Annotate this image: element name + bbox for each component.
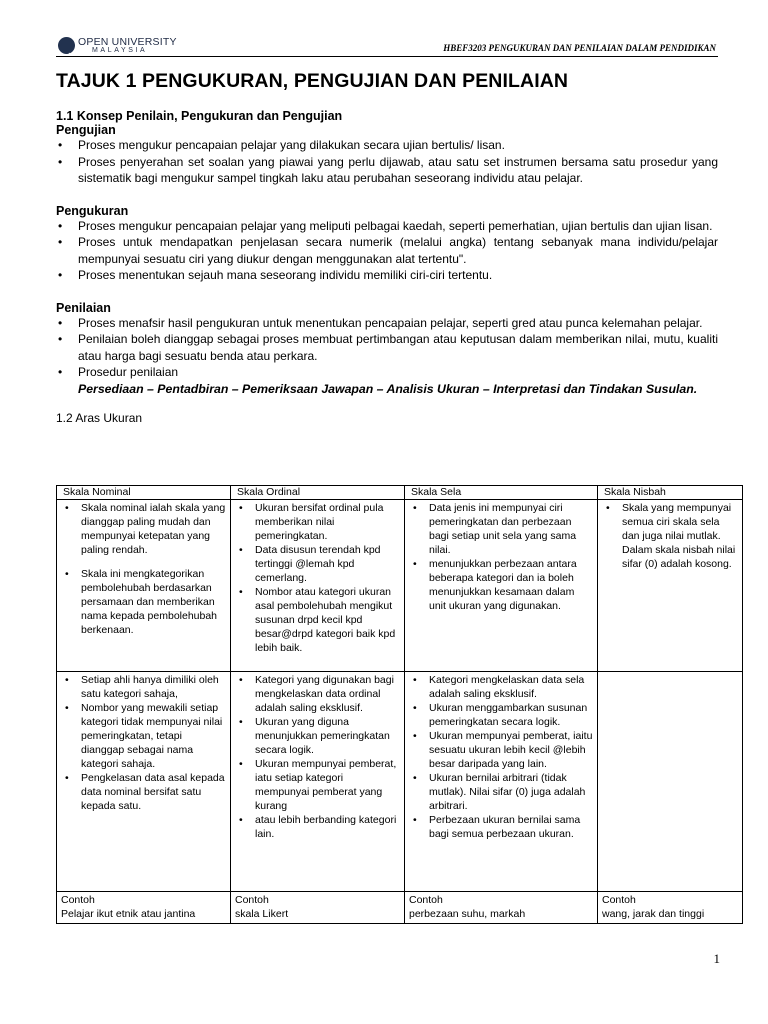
header-divider [56, 56, 718, 57]
nominal-cell [57, 500, 231, 672]
list-item: • Proses untuk mendapatkan penjelasan secara numerik (melalui angka) tentang sebanyak mana individu/pelajar mempunyai sesuatu ciri yang diukur dengan menggunakan alat tertentu". [56, 234, 718, 267]
prosedur-penilaian-steps: Persediaan – Pentadbiran – Pemeriksaan Jawapan – Analisis Ukuran – Interpretasi dan Tindakan Susulan. [78, 381, 698, 396]
column-header: Skala Ordinal [231, 486, 405, 500]
document-body [56, 70, 718, 425]
list-item: • Proses menentukan sejauh mana seseorang individu memiliki ciri-ciri tertentu. [56, 267, 718, 284]
list-item: • Data disusun terendah kpd tertinggi @lemah kpd cemerlang. [235, 543, 400, 585]
contoh-row [57, 892, 743, 924]
table-row [57, 500, 743, 672]
list-item: • Setiap ahli hanya dimiliki oleh satu kategori sahaja, [61, 673, 226, 701]
pengukuran-list [56, 218, 718, 284]
column-header: Skala Nisbah [598, 486, 743, 500]
logo-line2: MALAYSIA [92, 47, 148, 54]
contoh-nominal-cell [57, 892, 231, 924]
contoh-value: Pelajar ikut etnik atau jantina [61, 908, 196, 920]
list-item: • Kategori yang digunakan bagi mengkelaskan data ordinal adalah saling eksklusif. [235, 673, 400, 715]
list-item: • Proses mengukur pencapaian pelajar yang dilakukan secara ujian bertulis/ lisan. [56, 137, 718, 154]
contoh-value: perbezaan suhu, markah [409, 908, 526, 920]
list-item: • atau lebih berbanding kategori lain. [235, 813, 400, 841]
contoh-value: skala Likert [235, 908, 289, 920]
list-item: • Prosedur penilaian [56, 364, 718, 381]
list-item: • Ukuran yang diguna menunjukkan pemeringkatan secara logik. [235, 715, 400, 757]
list-item: • Ukuran mempunyai pemberat, iatu setiap kategori mempunyai pemberat yang kurang [235, 757, 400, 813]
pengujian-list [56, 137, 718, 187]
list-item: • menunjukkan perbezaan antara beberapa kategori dan ia boleh menunjukkan kesamaan dalam unit ukuran yang digunakan. [409, 557, 593, 613]
list-item: • Skala yang mempunyai semua ciri skala sela [602, 501, 738, 529]
pengujian-heading: Pengujian [56, 123, 116, 137]
contoh-nisbah-cell [598, 892, 743, 924]
ordinal-cell [231, 672, 405, 892]
contoh-label: Contoh [409, 894, 443, 906]
list-item: • Skala nominal ialah skala yang dianggap paling mudah dan mempunyai ketepatan yang paling rendah. [61, 501, 226, 557]
list-item: • Ukuran bernilai arbitrari (tidak mutlak). Nilai sifar (0) juga adalah arbitrari. [409, 771, 593, 813]
list-item: • Data jenis ini mempunyai ciri pemeringkatan dan perbezaan bagi setiap unit sela yang sama nilai. [409, 501, 593, 557]
contoh-label: Contoh [235, 894, 269, 906]
sela-cell [405, 672, 598, 892]
contoh-value: wang, jarak dan tinggi [602, 908, 705, 920]
list-item: • Kategori mengkelaskan data sela adalah saling eksklusif. [409, 673, 593, 701]
pengukuran-heading: Pengukuran [56, 203, 129, 218]
section-1-heading: 1.1 Konsep Penilain, Pengukuran dan Pengujian [56, 109, 343, 123]
list-item: • Pengkelasan data asal kepada data nominal bersifat satu kepada satu. [61, 771, 226, 813]
list-item: • Proses mengukur pencapaian pelajar yang meliputi pelbagai kaedah, seperti pemerhatian, ujian bertulis dan ujian lisan. [56, 218, 718, 235]
table-header-row [57, 486, 743, 500]
list-item: • Ukuran mempunyai pemberat, iaitu sesuatu ukuran lebih kecil @lebih besar daripada yang lain. [409, 729, 593, 771]
contoh-label: Contoh [61, 894, 95, 906]
course-header: HBEF3203 PENGUKURAN DAN PENILAIAN DALAM PENDIDIKAN [443, 43, 716, 53]
sela-cell [405, 500, 598, 672]
list-item: • Ukuran menggambarkan susunan pemeringkatan secara logik. [409, 701, 593, 729]
nominal-cell [57, 672, 231, 892]
nisbah-text: dan juga nilai mutlak. Dalam skala nisbah nilai sifar (0) adalah kosong. [622, 530, 736, 570]
contoh-ordinal-cell [231, 892, 405, 924]
list-item: • Penilaian boleh dianggap sebagai proses membuat pertimbangan atau keputusan dalam memberikan nilai, mutu, kualiti atau harga bagi sesuatu benda atau perkara. [56, 331, 718, 364]
page-number: 1 [713, 951, 720, 966]
section-2-heading: 1.2 Aras Ukuran [56, 410, 143, 425]
logo-line1: OPEN UNIVERSITY [78, 36, 177, 48]
ordinal-cell [231, 500, 405, 672]
list-item: • Nombor atau kategori ukuran asal pembolehubah mengikut susunan drpd kecil kpd besar@drpd kategori baik kpd lebih baik. [235, 585, 400, 655]
list-item: • Skala ini mengkategorikan pembolehubah berdasarkan persamaan dan memberikan nama kepada pembolehubah berkenaan. [61, 567, 226, 637]
open-university-malaysia-logo [58, 36, 178, 58]
oum-globe-icon [58, 37, 75, 54]
nisbah-cell [598, 500, 743, 672]
list-item: • Perbezaan ukuran bernilai sama bagi semua perbezaan ukuran. [409, 813, 593, 841]
column-header: Skala Nominal [57, 486, 231, 500]
contoh-label: Contoh [602, 894, 636, 906]
list-item: • Nombor yang mewakili setiap kategori tidak mempunyai nilai pemeringkatan, tetapi dianggap sebagai nama kategori sahaja. [61, 701, 226, 771]
list-item: • Proses penyerahan set soalan yang piawai yang perlu dijawab, atau satu set instrumen bersama satu prosedur yang sistematik bagi mengukur sampel tingkah laku atau perubahan seseorang individu atau pelajar. [56, 154, 718, 187]
column-header: Skala Sela [405, 486, 598, 500]
penilaian-list [56, 315, 718, 381]
penilaian-heading: Penilaian [56, 300, 111, 315]
aras-ukuran-table [56, 485, 743, 924]
list-item: • Ukuran bersifat ordinal pula memberikan nilai pemeringkatan. [235, 501, 400, 543]
contoh-sela-cell [405, 892, 598, 924]
table-row [57, 672, 743, 892]
nisbah-cell [598, 672, 743, 892]
page-title: TAJUK 1 PENGUKURAN, PENGUJIAN DAN PENILAIAN [56, 70, 569, 92]
list-item: • Proses menafsir hasil pengukuran untuk menentukan pencapaian pelajar, seperti gred atau punca kelemahan pelajar. [56, 315, 718, 332]
